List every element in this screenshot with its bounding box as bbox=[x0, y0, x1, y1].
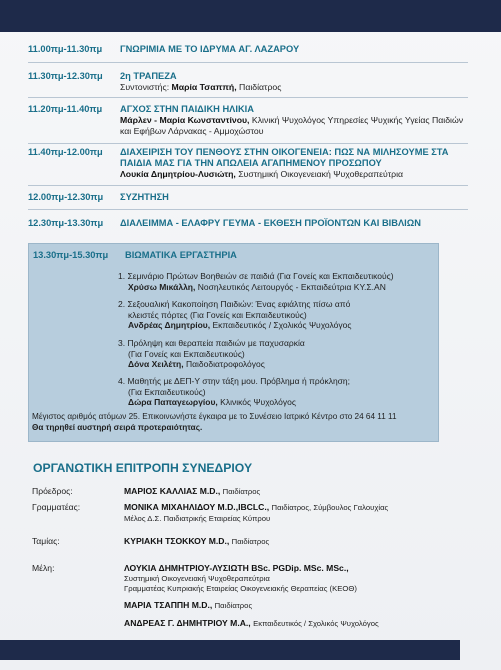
committee-title: ΟΡΓΑΝΩΤΙΚΗ ΕΠΙΤΡΟΠΗ ΣΥΝΕΔΡΙΟΥ bbox=[33, 461, 253, 475]
session-time: 12.00πμ-12.30πμ bbox=[28, 192, 104, 202]
member-role: Μέλη: bbox=[32, 563, 55, 573]
top-banner bbox=[0, 0, 501, 32]
member-desc: Συστημική Οικογενειακή Ψυχοθεραπεύτρια bbox=[124, 573, 270, 583]
divider bbox=[28, 97, 468, 98]
bottom-banner bbox=[0, 640, 460, 660]
session-title: ΔΙΑΧΕΙΡΙΣΗ ΤΟΥ ΠΕΝΘΟΥΣ ΣΤΗΝ ΟΙΚΟΓΕΝΕΙΑ: ΠΩΣ ΝΑ ΜΙΛΗΣΟΥΜΕ ΣΤΑ ΠΑΙΔΙΑ ΜΑΣ ΓΙΑ ΤΗΝ ΑΠΩΛΕΙΑ ΑΓΑΠΗΜΕΝΟΥ ΠΡΟΣΩΠΟΥ bbox=[120, 147, 449, 168]
workshop-speaker: Δώρα Παπαγεωργίου, bbox=[128, 397, 218, 407]
member-name: ΛΟΥΚΙΑ ΔΗΜΗΤΡΙΟΥ-ΛΥΣΙΩΤΗ BSc. PGDip. MSc. MSc., bbox=[124, 563, 349, 573]
workshop-speaker: Χρύσω Μικάλλη, bbox=[128, 281, 196, 292]
member-desc: Μέλος Δ.Σ. Παιδιατρικής Εταιρείας Κύπρου bbox=[124, 513, 271, 523]
session-title: 2η ΤΡΑΠΕΖΑ bbox=[120, 71, 177, 81]
divider bbox=[28, 209, 468, 210]
session-title: ΣΥΖΗΤΗΣΗ bbox=[120, 192, 169, 202]
member-desc: Παιδίατρος, Σύμβουλος Γαλουχίας bbox=[271, 503, 389, 512]
workshop-speaker-role: Κλινικός Ψυχολόγος bbox=[220, 397, 296, 407]
workshop-subtitle: (Για Γονείς και Εκπαιδευτικούς) bbox=[128, 348, 245, 359]
workshop-speaker: Ανδρέας Δημητρίου, bbox=[128, 320, 211, 330]
session-time: 11.30πμ-12.30πμ bbox=[28, 71, 103, 81]
member-desc: Παιδίατρος bbox=[222, 487, 261, 496]
workshop-speaker-role: Νοσηλευτικός Λειτουργός - Εκπαιδεύτρια ΚΥ.Σ.ΑΝ bbox=[197, 281, 386, 292]
divider bbox=[28, 62, 468, 63]
moderator-label: Συντονιστής: bbox=[120, 82, 170, 92]
member-role: Ταμίας: bbox=[32, 536, 60, 546]
speaker-role: Κλινική Ψυχολόγος Υπηρεσίες Ψυχικής Υγείας Παιδιών και Εφήβων Λάρνακας - Αμμοχώστου bbox=[120, 115, 464, 136]
workshop-item bbox=[118, 376, 418, 408]
member-name: ΜΑΡΙΟΣ ΚΑΛΛΙΑΣ M.D., bbox=[124, 486, 221, 496]
workshop-speaker: Δόνα Χειλέτη, bbox=[128, 359, 184, 369]
workshop-title: 2. Σεξουαλική Κακοποίηση Παιδιών: Ένας εφιάλτης πίσω από bbox=[118, 299, 351, 309]
registration-note bbox=[32, 411, 432, 433]
member-desc: Παιδίατρος bbox=[214, 601, 253, 610]
workshop-title: 3. Πρόληψη και θεραπεία παιδιών με παχυσαρκία bbox=[118, 338, 305, 348]
session-title: ΓΝΩΡΙΜΙΑ ΜΕ ΤΟ ΙΔΡΥΜΑ ΑΓ. ΛΑΖΑΡΟΥ bbox=[120, 44, 300, 54]
member-name: ΜΟΝΙΚΑ ΜΙΧΑΗΛΙΔΟΥ M.D.,IBCLC., bbox=[124, 502, 270, 512]
session-time: 12.30πμ-13.30πμ bbox=[28, 218, 104, 228]
session-moderator bbox=[120, 82, 466, 93]
moderator-name: Μαρία Τσαππή, bbox=[171, 82, 237, 92]
session-speaker bbox=[120, 115, 466, 137]
workshop-subtitle: κλειστές πόρτες (Για Γονείς και Εκπαιδευτικούς) bbox=[128, 309, 307, 320]
workshop-speaker-role: Παιδοδιατροφολόγος bbox=[185, 359, 265, 369]
speaker-name: Λουκία Δημητρίου-Λυσιώτη, bbox=[120, 169, 236, 179]
member-role: Πρόεδρος: bbox=[32, 486, 73, 496]
workshop-item bbox=[118, 299, 418, 331]
session-time: 11.40πμ-12.00πμ bbox=[28, 147, 103, 157]
divider bbox=[28, 185, 468, 186]
session-speaker bbox=[120, 169, 466, 180]
member-desc: Παιδίατρος bbox=[231, 537, 270, 546]
member-role: Γραμματέας: bbox=[32, 502, 81, 512]
moderator-role: Παιδίατρος bbox=[239, 82, 282, 92]
note-line: Θα τηρηθεί αυστηρή σειρά προτεραιότητας. bbox=[32, 423, 203, 432]
session-time: 11.00πμ-11.30πμ bbox=[28, 44, 103, 54]
divider bbox=[28, 143, 468, 144]
member-desc: Εκπαιδευτικός / Σχολικός Ψυχολόγος bbox=[253, 619, 379, 628]
workshop-speaker-role: Εκπαιδευτικός / Σχολικός Ψυχολόγος bbox=[212, 320, 352, 330]
session-title: ΑΓΧΟΣ ΣΤΗΝ ΠΑΙΔΙΚΗ ΗΛΙΚΙΑ bbox=[120, 104, 254, 114]
member-name: ΑΝΔΡΕΑΣ Γ. ΔΗΜΗΤΡΙΟΥ M.A., bbox=[124, 618, 251, 628]
session-time: 13.30πμ-15.30πμ bbox=[33, 250, 109, 260]
session-title: ΒΙΩΜΑΤΙΚΑ ΕΡΓΑΣΤΗΡΙΑ bbox=[125, 250, 237, 260]
member-name: ΚΥΡΙΑΚΗ ΤΣΟΚΚΟΥ M.D., bbox=[124, 536, 230, 546]
note-line: Μέγιστος αριθμός ατόμων 25. Επικοινωνήστε έγκαιρα με το Συνέσειο Ιατρικό Κέντρο στο 24 64 11 11 bbox=[32, 412, 397, 421]
session-title: ΔΙΑΛΕΙΜΜΑ - ΕΛΑΦΡΥ ΓΕΥΜΑ - ΕΚΘΕΣΗ ΠΡΟΪΟΝΤΩΝ ΚΑΙ ΒΙΒΛΙΩΝ bbox=[120, 218, 421, 228]
member-name: ΜΑΡΙΑ ΤΣΑΠΠΗ M.D., bbox=[124, 600, 213, 610]
workshop-item bbox=[118, 338, 418, 370]
workshop-subtitle: (Για Εκπαιδευτικούς) bbox=[128, 386, 206, 397]
member-desc: Γραμματέας Κυπριακής Εταιρείας Οικογενειακής Θεραπείας (ΚΕΟΘ) bbox=[124, 584, 357, 593]
workshop-title: 1. Σεμινάριο Πρώτων Βοηθειών σε παιδιά (Για Γονείς και Εκπαιδευτικούς) bbox=[118, 271, 394, 281]
session-time: 11.20πμ-11.40πμ bbox=[28, 104, 103, 114]
speaker-name: Μάρλεν - Μαρία Κωνσταντίνου, bbox=[120, 115, 250, 125]
workshop-title: 4. Μαθητής με ΔΕΠ-Υ στην τάξη μου. Πρόβλημα ή πρόκληση; bbox=[118, 376, 351, 386]
speaker-role: Συστημική Οικογενειακή Ψυχοθεραπεύτρια bbox=[238, 169, 404, 179]
workshop-item bbox=[118, 271, 418, 292]
